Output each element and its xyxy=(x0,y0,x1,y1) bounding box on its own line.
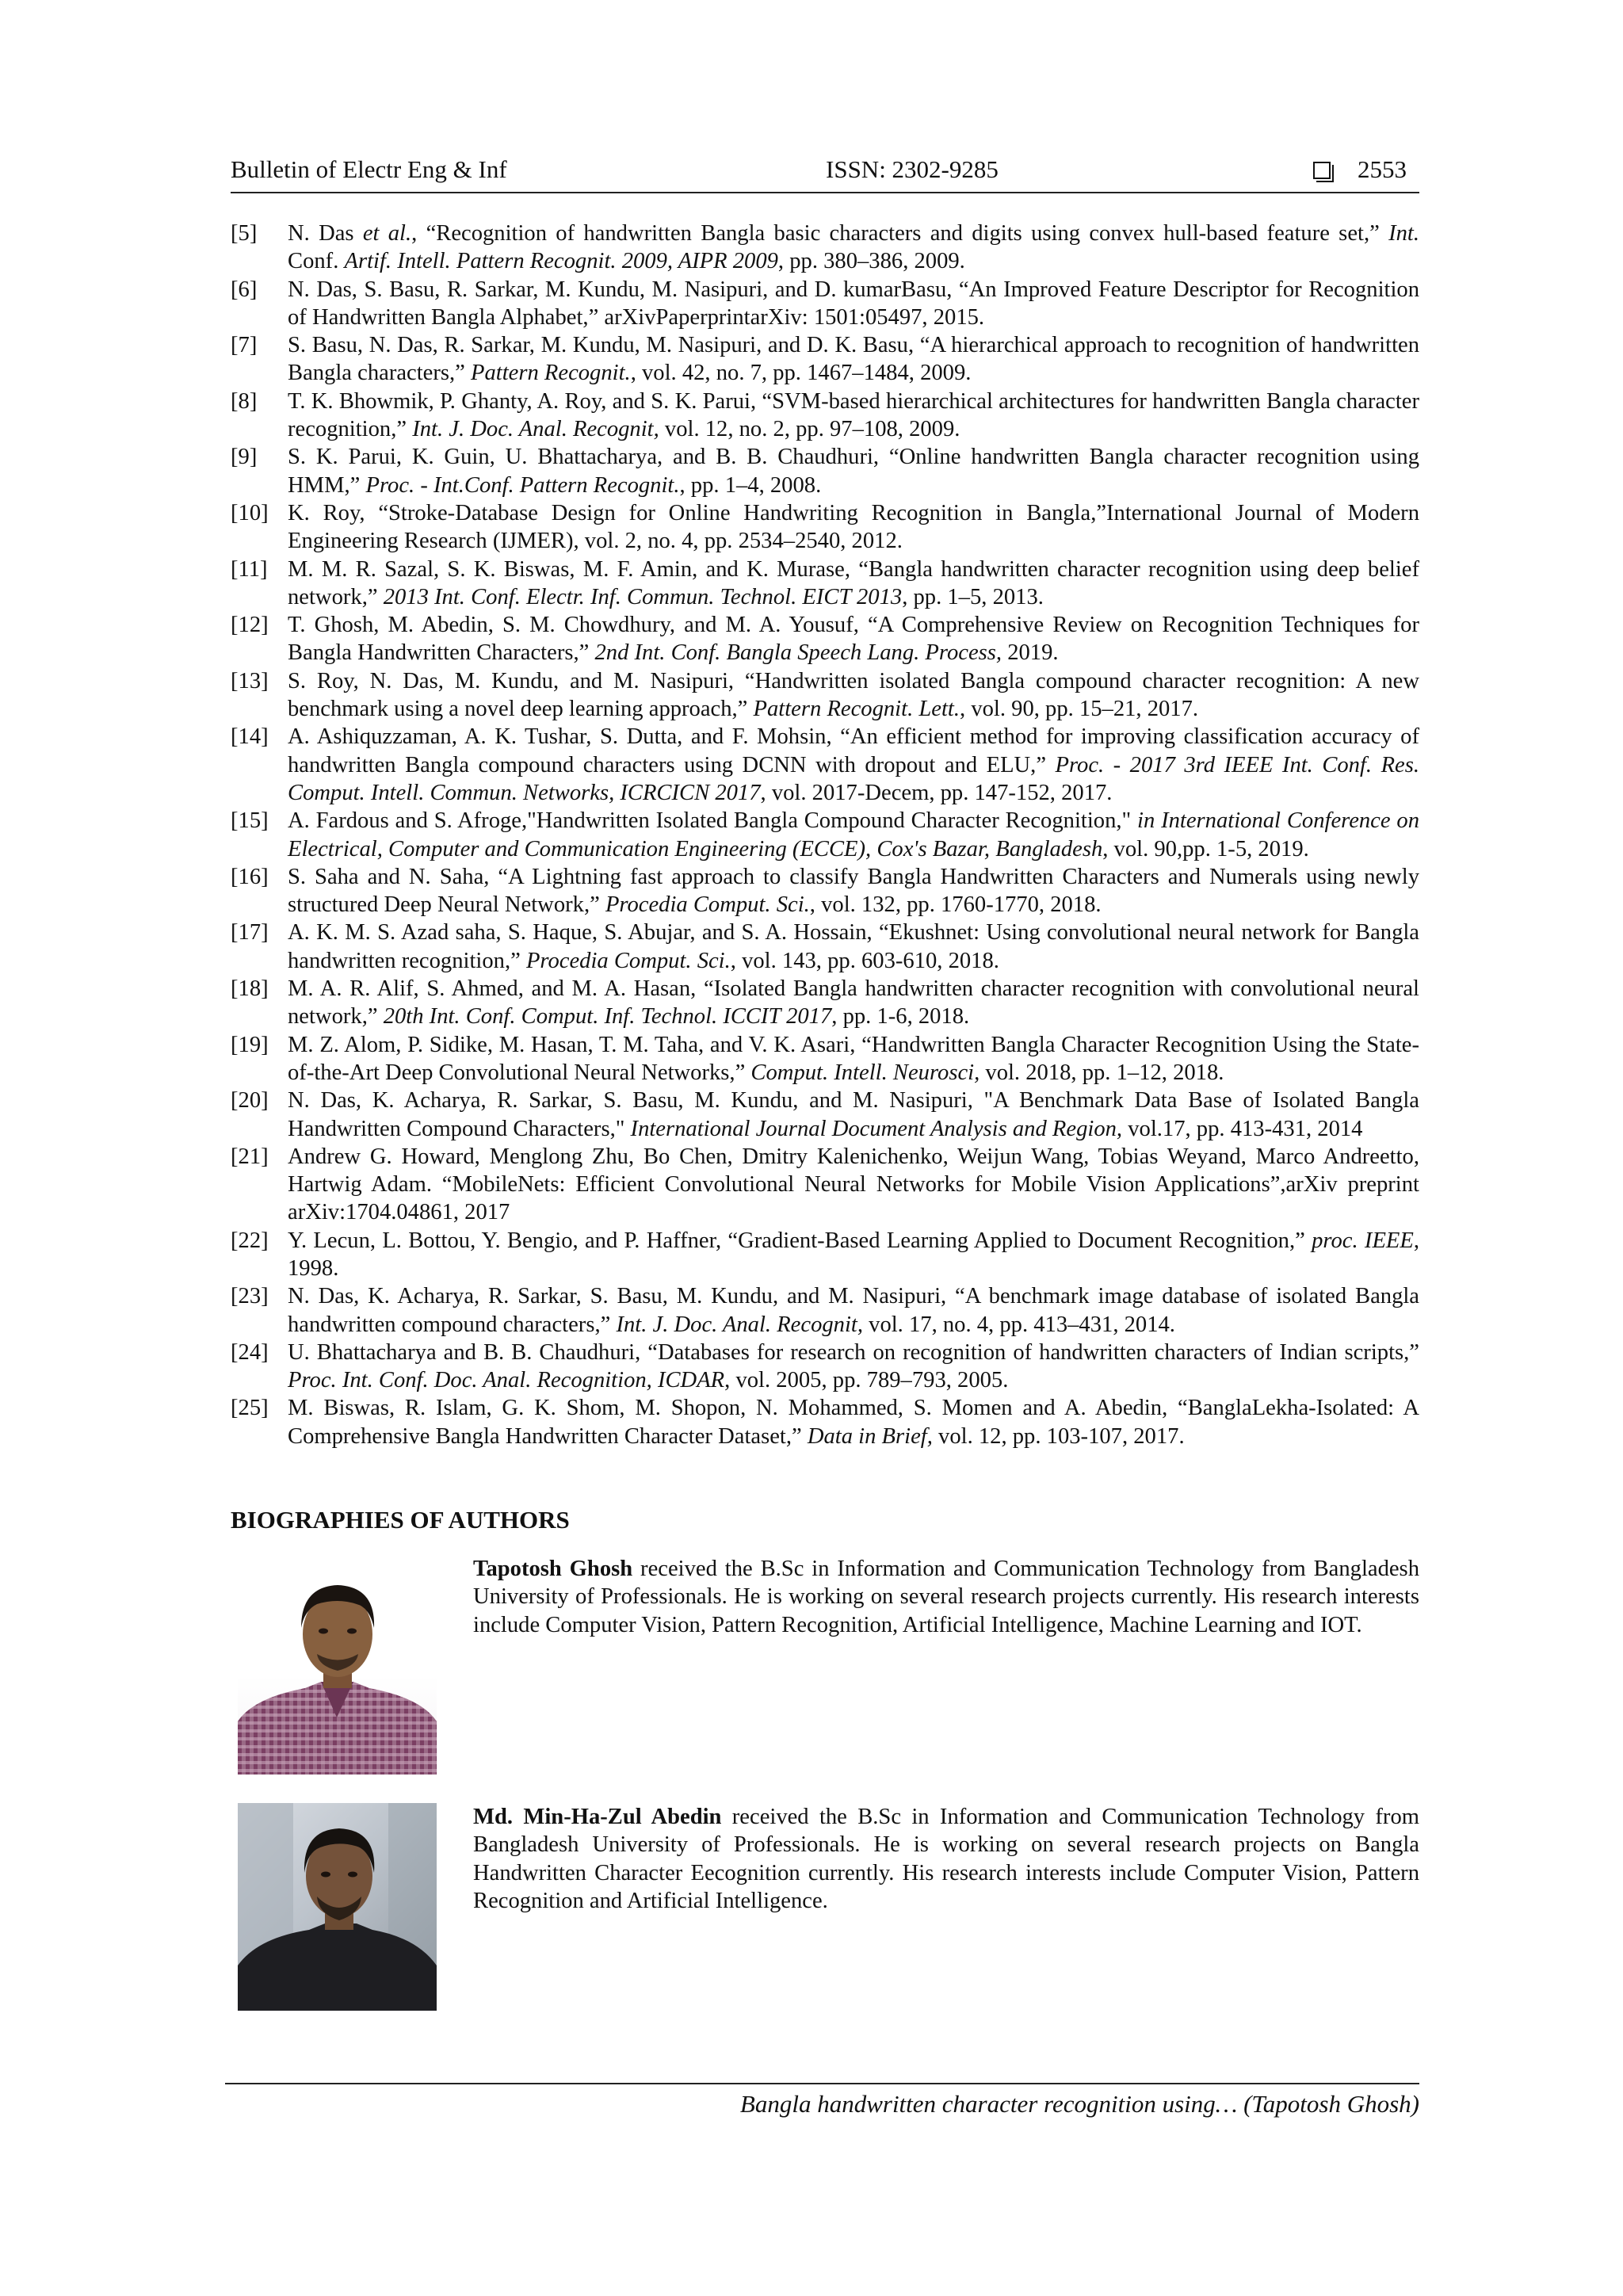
reference-item xyxy=(231,1087,1419,1143)
reference-number: [17] xyxy=(231,920,269,946)
reference-item xyxy=(231,443,1419,499)
reference-item xyxy=(231,1031,1419,1087)
reference-text: N. Das, S. Basu, R. Sarkar, M. Kundu, M. Nasipuri, and D. kumarBasu, “An Improved Feature Descriptor for Recognition of Handwritten Bangla Alphabet,” arXivPaperprintarXiv: 1501:05497, 2015. xyxy=(288,277,1419,330)
author-bio-text: received the B.Sc in Information and Communication Technology from Bangladesh University of Professionals. He is working on several research projects currently. His research interests include Computer Vision, Pattern Recognition, Artificial Intelligence, Machine Learning and IOT. xyxy=(473,1557,1419,1637)
reference-text: A. Fardous and S. Afroge,"Handwritten Isolated Bangla Compound Character Recognition," in International Conference on Electrical, Computer and Communication Engineering (ECCE), Cox's Bazar, Bangladesh, vol. 90,pp. 1-5, 2019. xyxy=(288,808,1419,861)
reference-item xyxy=(231,1282,1419,1339)
running-title: Bangla handwritten character recognition using… (Tapotosh Ghosh) xyxy=(739,2090,1419,2118)
issn: ISSN: 2302-9285 xyxy=(826,155,999,183)
reference-item xyxy=(231,388,1419,444)
reference-text: Andrew G. Howard, Menglong Zhu, Bo Chen, Dmitry Kalenichenko, Weijun Wang, Tobias Weyand, Marco Andreetto, Hartwig Adam. “MobileNets: Efficient Convolutional Neural Networks for Mobile Vision Applications”,arXiv preprint arXiv:1704.04861, 2017 xyxy=(288,1144,1419,1225)
reference-text: K. Roy, “Stroke-Database Design for Online Handwriting Recognition in Bangla,”International Journal of Modern Engineering Research (IJMER), vol. 2, no. 4, pp. 2534–2540, 2012. xyxy=(288,500,1419,554)
reference-number: [19] xyxy=(231,1032,269,1057)
author-photo-min-ha-zul-abedin xyxy=(238,1803,437,2011)
reference-item xyxy=(231,499,1419,556)
reference-text: U. Bhattacharya and B. B. Chaudhuri, “Databases for research on recognition of handwritten characters of Indian scripts,” Proc. Int. Conf. Doc. Anal. Recognition, ICDAR, vol. 2005, pp. 789–793, 2005. xyxy=(288,1339,1419,1393)
reference-number: [22] xyxy=(231,1228,269,1253)
reference-item xyxy=(231,975,1419,1031)
reference-text: Y. Lecun, L. Bottou, Y. Bengio, and P. Haffner, “Gradient-Based Learning Applied to Document Recognition,” proc. IEEE, 1998. xyxy=(288,1228,1419,1281)
reference-item xyxy=(231,276,1419,332)
reference-text: S. K. Parui, K. Guin, U. Bhattacharya, and B. B. Chaudhuri, “Online handwritten Bangla character recognition using HMM,” Proc. - Int.Conf. Pattern Recognit., pp. 1–4, 2008. xyxy=(288,445,1419,498)
author-photo-tapotosh-ghosh xyxy=(238,1555,437,1775)
reference-text: M. Z. Alom, P. Sidike, M. Hasan, T. M. Taha, and V. K. Asari, “Handwritten Bangla Character Recognition Using the State-of-the-Art Deep Convolutional Neural Networks,” Comput. Intell. Neurosci, vol. 2018, pp. 1–12, 2018. xyxy=(288,1032,1419,1085)
author-bio-text: received the B.Sc in Information and Communication Technology from Bangladesh University of Professionals. He is working on several research projects on Bangla Handwritten Character Eecognition currently. His research interests include Computer Vision, Pattern Recognition and Artificial Intelligence. xyxy=(473,1805,1419,1913)
reference-item xyxy=(231,611,1419,667)
page-header xyxy=(231,151,1419,193)
reference-number: [5] xyxy=(231,221,258,246)
reference-number: [20] xyxy=(231,1088,269,1114)
reference-item xyxy=(231,1227,1419,1283)
reference-item xyxy=(231,807,1419,863)
reference-number: [10] xyxy=(231,500,269,525)
reference-item xyxy=(231,863,1419,919)
author-bio-2 xyxy=(473,1803,1419,1915)
author-name: Md. Min-Ha-Zul Abedin xyxy=(473,1805,722,1829)
reference-text: N. Das et al., “Recognition of handwritten Bangla basic characters and digits using convex hull-based feature set,” Int. Conf. Artif. Intell. Pattern Recognit. 2009, AIPR 2009, pp. 380–386, 2009. xyxy=(288,221,1419,274)
reference-text: N. Das, K. Acharya, R. Sarkar, S. Basu, M. Kundu, and M. Nasipuri, “A benchmark image database of isolated Bangla handwritten compound characters,” Int. J. Doc. Anal. Recognit, vol. 17, no. 4, pp. 413–431, 2014. xyxy=(288,1284,1419,1337)
reference-number: [13] xyxy=(231,668,269,693)
reference-text: A. Ashiquzzaman, A. K. Tushar, S. Dutta, and F. Mohsin, “An efficient method for improving classification accuracy of handwritten Bangla compound characters using DCNN with dropout and ELU,” Proc. - 2017 3rd IEEE Int. Conf. Res. Comput. Intell. Commun. Networks, ICRCICN 2017, vol. 2017-Decem, pp. 147-152, 2017. xyxy=(288,724,1419,805)
reference-item xyxy=(231,331,1419,388)
portrait-2-graphic xyxy=(238,1803,437,2011)
reference-number: [14] xyxy=(231,724,269,750)
reference-number: [6] xyxy=(231,277,258,302)
page-number-block xyxy=(1313,155,1407,184)
reference-text: A. K. M. S. Azad saha, S. Haque, S. Abujar, and S. A. Hossain, “Ekushnet: Using convolutional neural network for Bangla handwritten recognition,” Procedia Comput. Sci., vol. 143, pp. 603-610, 2018. xyxy=(288,920,1419,973)
reference-list xyxy=(231,220,1419,1450)
reference-number: [9] xyxy=(231,445,258,470)
reference-number: [12] xyxy=(231,613,269,638)
reference-text: M. M. R. Sazal, S. K. Biswas, M. F. Amin, and K. Murase, “Bangla handwritten character recognition using deep belief network,” 2013 Int. Conf. Electr. Inf. Commun. Technol. EICT 2013, pp. 1–5, 2013. xyxy=(288,556,1419,609)
reference-number: [21] xyxy=(231,1144,269,1169)
reference-text: S. Basu, N. Das, R. Sarkar, M. Kundu, M. Nasipuri, and D. K. Basu, “A hierarchical approach to recognition of handwritten Bangla characters,” Pattern Recognit., vol. 42, no. 7, pp. 1467–1484, 2009. xyxy=(288,333,1419,386)
reference-item xyxy=(231,667,1419,724)
biographies-heading: BIOGRAPHIES OF AUTHORS xyxy=(231,1506,570,1534)
reference-number: [16] xyxy=(231,864,269,889)
reference-item xyxy=(231,220,1419,276)
reference-number: [24] xyxy=(231,1339,269,1365)
reference-text: S. Saha and N. Saha, “A Lightning fast approach to classify Bangla Handwritten Characters and Numerals using newly structured Deep Neural Network,” Procedia Comput. Sci., vol. 132, pp. 1760-1770, 2018. xyxy=(288,864,1419,918)
reference-text: M. Biswas, R. Islam, G. K. Shom, M. Shopon, N. Mohammed, S. Momen and A. Abedin, “BanglaLekha-Isolated: A Comprehensive Bangla Handwritten Character Dataset,” Data in Brief, vol. 12, pp. 103-107, 2017. xyxy=(288,1396,1419,1449)
reference-number: [15] xyxy=(231,808,269,834)
author-bio-1 xyxy=(473,1555,1419,1639)
reference-text: T. K. Bhowmik, P. Ghanty, A. Roy, and S. K. Parui, “SVM-based hierarchical architectures for handwritten Bangla character recognition,” Int. J. Doc. Anal. Recognit, vol. 12, no. 2, pp. 97–108, 2009. xyxy=(288,388,1419,442)
reference-number: [11] xyxy=(231,556,268,582)
reference-text: S. Roy, N. Das, M. Kundu, and M. Nasipuri, “Handwritten isolated Bangla compound character recognition: A new benchmark using a novel deep learning approach,” Pattern Recognit. Lett., vol. 90, pp. 15–21, 2017. xyxy=(288,668,1419,722)
reference-item xyxy=(231,1394,1419,1450)
portrait-1-graphic xyxy=(238,1555,437,1775)
reference-item xyxy=(231,1143,1419,1227)
page-number: 2553 xyxy=(1358,155,1407,183)
journal-name: Bulletin of Electr Eng & Inf xyxy=(231,155,507,183)
reference-text: T. Ghosh, M. Abedin, S. M. Chowdhury, and M. A. Yousuf, “A Comprehensive Review on Recognition Techniques for Bangla Handwritten Characters,” 2nd Int. Conf. Bangla Speech Lang. Process, 2019. xyxy=(288,613,1419,666)
reference-number: [7] xyxy=(231,333,258,358)
reference-item xyxy=(231,556,1419,612)
reference-item xyxy=(231,919,1419,975)
author-name: Tapotosh Ghosh xyxy=(473,1557,633,1581)
reference-number: [25] xyxy=(231,1396,269,1421)
reference-number: [18] xyxy=(231,976,269,1002)
footer-rule xyxy=(225,2083,1419,2084)
reference-number: [23] xyxy=(231,1284,269,1309)
reference-text: N. Das, K. Acharya, R. Sarkar, S. Basu, M. Kundu, and M. Nasipuri, "A Benchmark Data Base of Isolated Bangla Handwritten Compound Characters," International Journal Document Analysis and Region, vol.17, pp. 413-431, 2014 xyxy=(288,1088,1419,1141)
reference-text: M. A. R. Alif, S. Ahmed, and M. A. Hasan, “Isolated Bangla handwritten character recognition with convolutional neural network,” 20th Int. Conf. Comput. Inf. Technol. ICCIT 2017, pp. 1-6, 2018. xyxy=(288,976,1419,1030)
reference-number: [8] xyxy=(231,388,258,414)
checkbox-square-icon xyxy=(1313,162,1331,179)
reference-item xyxy=(231,723,1419,807)
reference-item xyxy=(231,1339,1419,1395)
